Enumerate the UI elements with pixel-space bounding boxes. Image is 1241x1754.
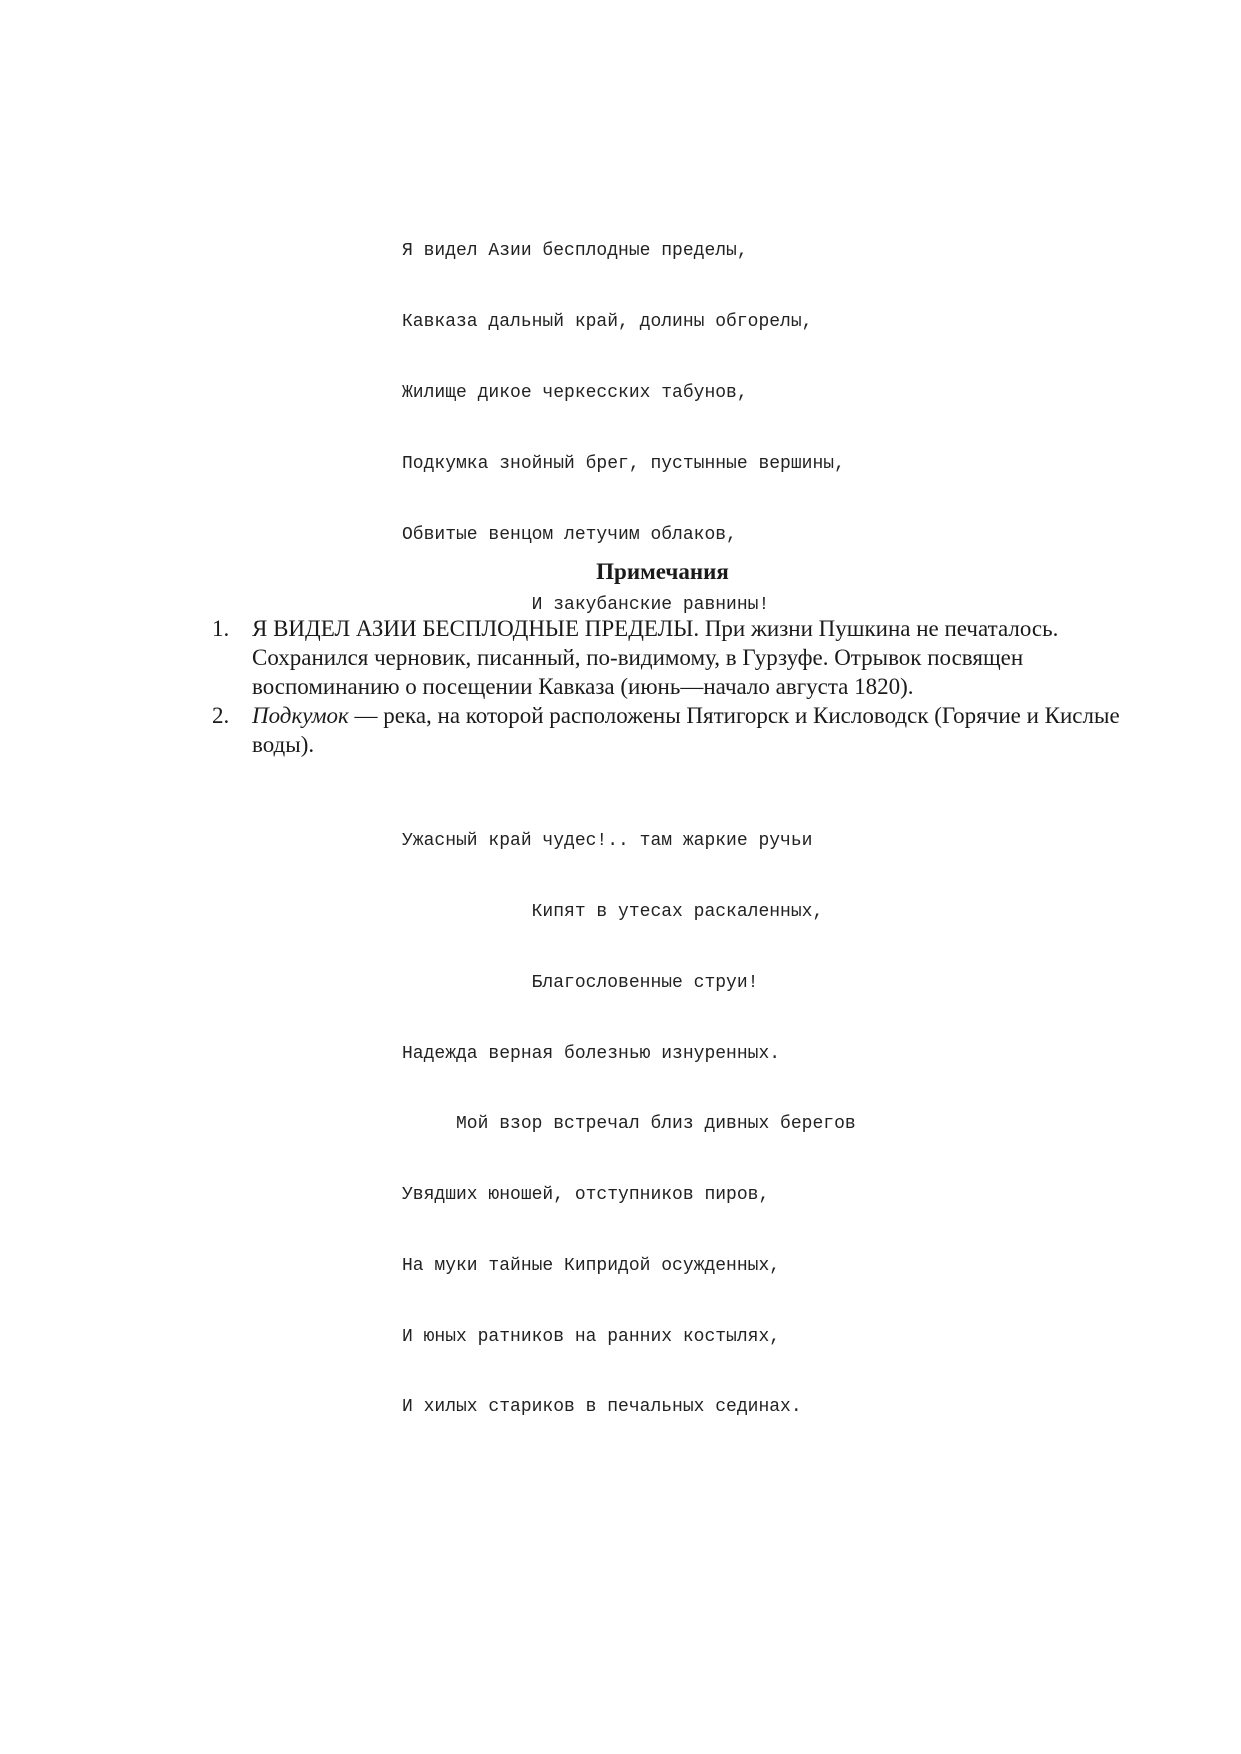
note-text: — река, на которой расположены Пятигорск и Кисловодск (Горячие и Кислые воды).	[252, 703, 1120, 757]
poem-line: Кипят в утесах раскаленных,	[402, 902, 824, 922]
poem-line: Надежда верная болезнью изнуренных.	[402, 1043, 781, 1064]
poem-stanza-2	[402, 783, 1022, 1467]
poem-line: Увядших юношей, отступников пиров,	[402, 1185, 770, 1206]
poem-line: И закубанские равнины!	[402, 595, 770, 616]
notes-heading: Примечания	[596, 559, 729, 584]
poem-line: Обвитые венцом летучим облаков,	[402, 524, 737, 545]
poem-line: На муки тайные Кипридой осужденных,	[402, 1255, 781, 1276]
poem	[402, 146, 1022, 1514]
note-item	[212, 614, 1138, 701]
poem-line: Кавказа дальный край, долины обгорелы,	[402, 312, 813, 333]
poem-line: Жилище дикое черкесских табунов,	[402, 382, 748, 403]
note-text: Я ВИДЕЛ АЗИИ БЕСПЛОДНЫЕ ПРЕДЕЛЫ. При жизни Пушкина не печаталось. Сохранился черновик, писанный, по-видимому, в Гурзуфе. Отрывок посвящен воспоминанию о посещении Кавказа (июнь—начало августа 1820).	[252, 616, 1059, 699]
poem-line: Подкумка знойный брег, пустынные вершины,	[402, 453, 845, 474]
poem-line: Благословенные струи!	[402, 972, 759, 993]
note-number: 1.	[212, 616, 230, 641]
note-number: 2.	[212, 703, 230, 728]
notes-list	[212, 614, 1138, 759]
poem-line: Ужасный край чудес!.. там жаркие ручьи	[402, 831, 813, 852]
poem-line: Мой взор встречал близ дивных берегов	[402, 1114, 856, 1135]
poem-line: И юных ратников на ранних костылях,	[402, 1326, 781, 1347]
note-italic-term: Подкумок	[252, 703, 349, 728]
poem-stanza-1	[402, 193, 1022, 665]
poem-line: Я видел Азии бесплодные пределы,	[402, 241, 748, 262]
note-item	[212, 701, 1138, 759]
poem-line: И хилых стариков в печальных сединах.	[402, 1397, 802, 1418]
